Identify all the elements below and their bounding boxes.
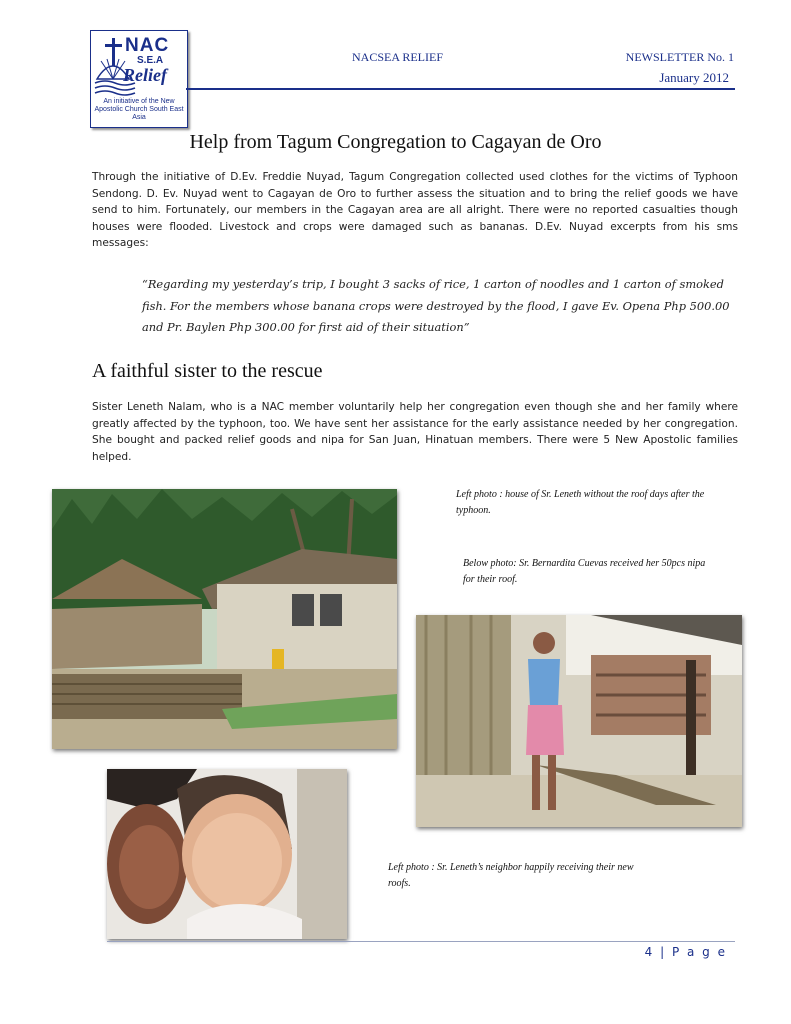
section-title: A faithful sister to the rescue	[92, 360, 323, 382]
house-photo	[52, 489, 397, 749]
header-section: NACSEA RELIEF	[352, 50, 444, 64]
header-newsletter: NEWSLETTER No. 1	[625, 50, 734, 64]
caption-house: Left photo : house of Sr. Leneth without the roof days after the typhoon.	[456, 489, 705, 516]
logo-tagline: An initiative of the New Apostolic Church South East Asia	[94, 98, 184, 121]
logo-brand: NAC	[125, 35, 170, 56]
header-date: January 2012	[659, 70, 729, 85]
nipa-delivery-photo	[416, 615, 742, 827]
page-number: 4 | P a g e	[644, 945, 727, 959]
sms-quote: “Regarding my yesterday’s trip, I bought 3 sacks of rice, 1 carton of noodles and 1 carton of smoked fish. For the members whose banana crops were destroyed by the flood, I gave Ev. Opena Php 500.00 and Pr. Baylen Php 300.00 for first aid of their situation”	[142, 277, 730, 334]
article-title: Help from Tagum Congregation to Cagayan de Oro	[189, 131, 602, 153]
logo-relief: Relief	[123, 65, 167, 85]
neighbor-photo	[107, 769, 347, 939]
footer-rule	[107, 941, 735, 942]
article-body: Through the initiative of D.Ev. Freddie Nuyad, Tagum Congregation collected used clothes for the victims of Typhoon Sendong. D. Ev. Nuyad went to Cagayan de Oro to further assess the situation and to bring the relief goods we have send to him. Fortunately, our members in the Cagayan area are all alright. There were no reported casualties though houses were flooded. Livestock and crops were damaged such as bananas. D.Ev. Nuyad excerpts from his sms messages:	[92, 171, 738, 249]
caption-nipa: Below photo: Sr. Bernardita Cuevas received her 50pcs nipa for their roof.	[463, 558, 706, 585]
header-rule	[186, 88, 735, 90]
nac-sea-relief-logo	[90, 30, 188, 128]
caption-neighbor: Left photo : Sr. Leneth’s neighbor happily receiving their new roofs.	[388, 862, 634, 889]
section-body: Sister Leneth Nalam, who is a NAC member voluntarily help her congregation even though she and her family where greatly affected by the typhoon, too. We have sent her assistance for the early assistance needed by her congregation. She bought and packed relief goods and nipa for San Juan, Hinatuan members. There were 5 New Apostolic families helped.	[92, 401, 738, 463]
logo-region: S.E.A	[137, 55, 164, 66]
